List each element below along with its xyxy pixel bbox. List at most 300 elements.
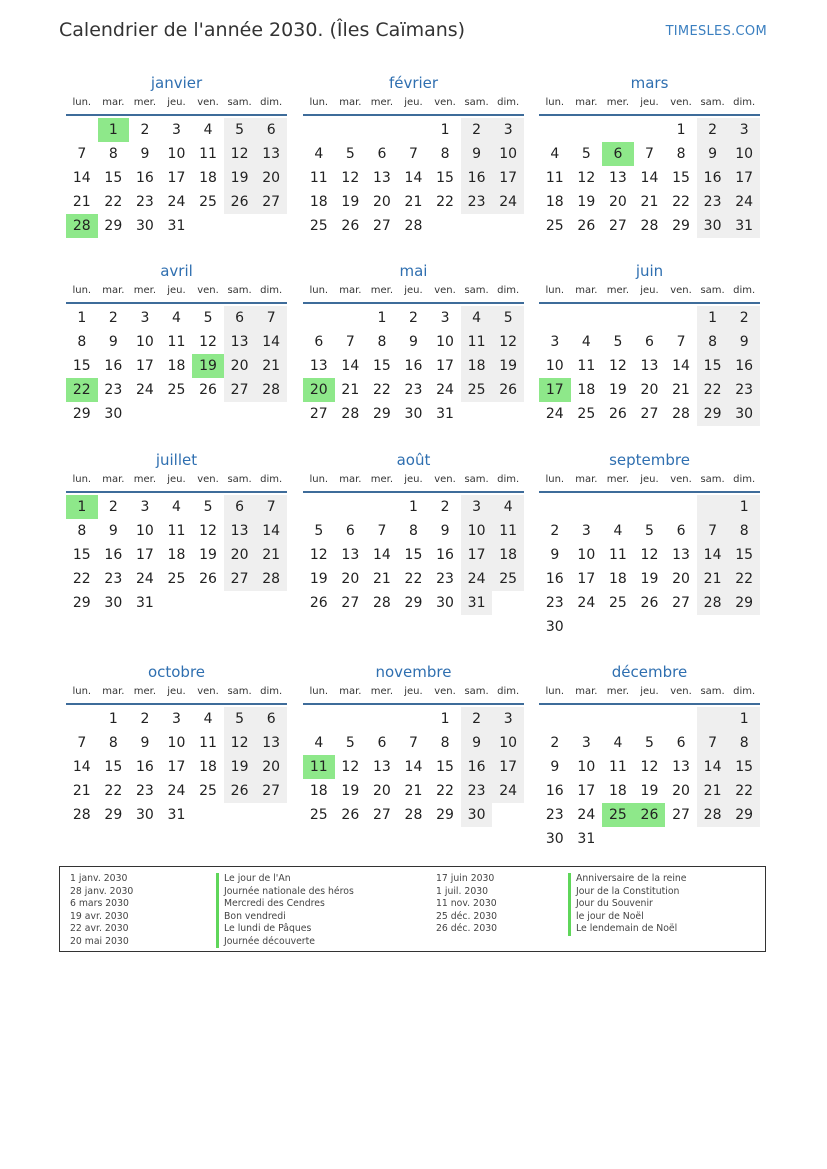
day-cell: 11	[577, 358, 596, 374]
empty-cell	[602, 306, 634, 330]
empty-cell	[697, 495, 729, 519]
weekday-label: ven.	[197, 97, 219, 108]
day-cell: 30	[697, 214, 729, 238]
holiday-date: 17 juin 2030	[436, 873, 495, 884]
month-4	[303, 261, 524, 426]
weekday-label: sam.	[227, 97, 252, 108]
month-0	[66, 73, 287, 238]
holiday-day-cell: 6	[602, 142, 634, 166]
weekday-label: mer.	[606, 686, 630, 697]
weekday-label: mar.	[575, 474, 598, 485]
day-cell: 5	[492, 306, 524, 330]
day-cell: 17	[436, 358, 454, 374]
day-cell: 15	[72, 547, 91, 563]
day-cell: 19	[199, 547, 217, 563]
day-cell: 28	[672, 406, 690, 422]
day-cell: 6	[676, 523, 686, 539]
day-cell: 4	[613, 735, 623, 751]
day-cell: 28	[640, 218, 659, 234]
day-cell: 8	[728, 731, 760, 755]
weekday-label: ven.	[670, 285, 692, 296]
weekday-label: dim.	[733, 474, 756, 485]
holiday-day-cell: 26	[634, 803, 666, 827]
day-cell: 13	[224, 330, 256, 354]
day-cell: 22	[372, 382, 391, 398]
day-cell: 18	[199, 759, 217, 775]
day-cell: 3	[461, 495, 493, 519]
weekday-label: jeu.	[404, 285, 423, 296]
day-cell: 24	[167, 783, 186, 799]
day-cell: 8	[697, 330, 729, 354]
day-cell: 9	[461, 142, 493, 166]
day-cell: 24	[545, 406, 564, 422]
day-cell: 22	[436, 783, 454, 799]
day-cell: 10	[492, 731, 524, 755]
day-cell: 11	[167, 523, 186, 539]
empty-cell	[461, 402, 493, 426]
empty-cell	[303, 707, 335, 731]
day-cell: 19	[309, 571, 328, 587]
month-name: novembre	[375, 663, 452, 681]
day-cell: 5	[645, 523, 654, 539]
weekday-label: lun.	[72, 474, 92, 485]
weekday-label: mar.	[339, 97, 362, 108]
day-cell: 4	[314, 735, 324, 751]
weekday-header	[303, 96, 524, 116]
day-cell: 3	[581, 523, 591, 539]
weekday-label: lun.	[545, 686, 565, 697]
day-cell: 24	[577, 595, 596, 611]
day-cell: 31	[436, 406, 454, 422]
day-grid	[539, 118, 760, 238]
day-cell: 7	[645, 146, 654, 162]
holiday-dates-col-1	[70, 873, 133, 948]
weekday-label: mer.	[606, 97, 630, 108]
day-cell: 9	[461, 731, 493, 755]
holiday-day-cell: 28	[66, 214, 98, 238]
day-cell: 20	[640, 382, 659, 398]
day-cell: 8	[409, 523, 418, 539]
day-cell: 20	[224, 354, 256, 378]
day-cell: 29	[436, 807, 454, 823]
weekday-label: lun.	[72, 97, 92, 108]
empty-cell	[697, 707, 729, 731]
day-cell: 18	[309, 783, 328, 799]
day-cell: 28	[404, 218, 423, 234]
day-cell: 16	[436, 547, 454, 563]
weekday-label: sam.	[464, 285, 489, 296]
day-cell: 20	[255, 755, 287, 779]
weekday-label: jeu.	[640, 285, 659, 296]
month-name: octobre	[147, 663, 206, 681]
day-cell: 26	[341, 807, 360, 823]
weekday-label: lun.	[309, 285, 329, 296]
day-cell: 21	[404, 194, 423, 210]
brand-link[interactable]: TIMESLES.COM	[665, 24, 767, 39]
day-cell: 1	[440, 122, 450, 138]
weekday-label: mar.	[575, 285, 598, 296]
day-cell: 28	[255, 567, 287, 591]
day-cell: 20	[672, 783, 690, 799]
holiday-day-cell: 11	[303, 755, 335, 779]
day-cell: 31	[167, 218, 186, 234]
weekday-label: lun.	[309, 97, 329, 108]
day-cell: 2	[440, 499, 450, 515]
day-cell: 23	[697, 190, 729, 214]
day-cell: 15	[104, 170, 123, 186]
day-cell: 6	[255, 707, 287, 731]
day-cell: 26	[341, 218, 360, 234]
day-cell: 8	[440, 146, 450, 162]
weekday-header	[66, 96, 287, 116]
day-cell: 17	[135, 547, 154, 563]
day-cell: 3	[440, 310, 450, 326]
day-cell: 14	[404, 170, 423, 186]
empty-cell	[602, 615, 634, 639]
day-cell: 13	[255, 731, 287, 755]
holiday-day-cell: 1	[98, 118, 130, 142]
weekday-header	[66, 473, 287, 493]
day-grid	[303, 306, 524, 426]
day-cell: 2	[550, 735, 560, 751]
day-cell: 14	[372, 547, 391, 563]
empty-cell	[539, 118, 571, 142]
holiday-day-cell: 17	[539, 378, 571, 402]
day-cell: 7	[676, 334, 686, 350]
day-cell: 9	[728, 330, 760, 354]
weekday-label: mar.	[339, 686, 362, 697]
day-cell: 22	[697, 378, 729, 402]
weekday-label: mar.	[339, 285, 362, 296]
day-cell: 29	[697, 402, 729, 426]
day-cell: 6	[645, 334, 654, 350]
month-name: mai	[399, 262, 428, 280]
day-cell: 12	[577, 170, 596, 186]
day-cell: 23	[135, 194, 154, 210]
day-cell: 1	[728, 707, 760, 731]
day-cell: 8	[440, 735, 450, 751]
day-cell: 6	[224, 495, 256, 519]
day-cell: 24	[167, 194, 186, 210]
day-cell: 10	[436, 334, 454, 350]
weekday-header	[303, 685, 524, 705]
weekday-label: dim.	[733, 686, 756, 697]
month-name: juillet	[155, 451, 198, 469]
day-cell: 21	[697, 779, 729, 803]
day-cell: 15	[104, 759, 123, 775]
month-name: janvier	[150, 74, 203, 92]
day-cell: 4	[203, 711, 213, 727]
day-cell: 22	[104, 783, 123, 799]
weekday-label: ven.	[670, 97, 692, 108]
weekday-header	[303, 473, 524, 493]
empty-cell	[571, 306, 603, 330]
day-cell: 4	[314, 146, 324, 162]
weekday-label: jeu.	[167, 285, 186, 296]
empty-cell	[224, 402, 256, 426]
holiday-date: 22 avr. 2030	[70, 923, 129, 934]
weekday-label: dim.	[497, 97, 520, 108]
day-cell: 26	[224, 779, 256, 803]
day-cell: 24	[436, 382, 454, 398]
day-cell: 14	[697, 755, 729, 779]
weekday-label: mar.	[102, 686, 125, 697]
day-grid	[66, 306, 287, 426]
weekday-label: mar.	[102, 285, 125, 296]
weekday-label: dim.	[497, 285, 520, 296]
day-cell: 4	[550, 146, 560, 162]
day-cell: 16	[545, 783, 564, 799]
holiday-name: Le lendemain de Noël	[568, 923, 687, 936]
weekday-header	[66, 685, 287, 705]
day-cell: 22	[728, 779, 760, 803]
day-cell: 29	[672, 218, 690, 234]
day-cell: 11	[461, 330, 493, 354]
day-cell: 5	[224, 707, 256, 731]
empty-cell	[539, 495, 571, 519]
month-5	[539, 261, 760, 426]
empty-cell	[571, 615, 603, 639]
empty-cell	[634, 118, 666, 142]
day-cell: 29	[72, 595, 91, 611]
day-cell: 9	[108, 523, 118, 539]
day-grid	[66, 495, 287, 615]
empty-cell	[728, 615, 760, 639]
day-cell: 25	[309, 218, 328, 234]
day-cell: 22	[72, 571, 91, 587]
empty-cell	[429, 214, 461, 238]
day-cell: 24	[728, 190, 760, 214]
day-cell: 16	[545, 571, 564, 587]
day-cell: 20	[372, 783, 391, 799]
day-cell: 19	[577, 194, 596, 210]
month-name: août	[396, 451, 431, 469]
day-cell: 1	[697, 306, 729, 330]
weekday-label: dim.	[497, 474, 520, 485]
day-cell: 14	[341, 358, 360, 374]
empty-cell	[303, 495, 335, 519]
day-cell: 30	[104, 595, 123, 611]
holiday-day-cell: 22	[66, 378, 98, 402]
day-cell: 22	[672, 194, 690, 210]
day-cell: 13	[224, 519, 256, 543]
holiday-name: Anniversaire de la reine	[568, 873, 687, 886]
empty-cell	[539, 707, 571, 731]
weekday-label: ven.	[197, 474, 219, 485]
empty-cell	[697, 827, 729, 851]
day-cell: 12	[224, 142, 256, 166]
weekday-label: mer.	[606, 474, 630, 485]
day-cell: 5	[581, 146, 591, 162]
holiday-name: Le lundi de Pâques	[216, 923, 354, 936]
day-cell: 17	[135, 358, 154, 374]
weekday-label: ven.	[434, 97, 456, 108]
day-cell: 12	[341, 170, 360, 186]
month-7	[303, 450, 524, 615]
day-cell: 12	[199, 334, 217, 350]
day-cell: 3	[728, 118, 760, 142]
day-cell: 20	[341, 571, 360, 587]
day-cell: 28	[697, 803, 729, 827]
holiday-date: 25 déc. 2030	[436, 910, 498, 922]
empty-cell	[571, 707, 603, 731]
day-cell: 2	[697, 118, 729, 142]
empty-cell	[634, 615, 666, 639]
day-cell: 23	[436, 571, 454, 587]
day-cell: 21	[672, 382, 690, 398]
empty-cell	[602, 707, 634, 731]
empty-cell	[665, 306, 697, 330]
day-cell: 21	[255, 543, 287, 567]
day-cell: 12	[341, 759, 360, 775]
day-cell: 28	[341, 406, 360, 422]
empty-cell	[303, 306, 335, 330]
day-cell: 5	[314, 523, 324, 539]
day-cell: 25	[199, 783, 217, 799]
weekday-label: lun.	[72, 686, 92, 697]
weekday-label: lun.	[309, 686, 329, 697]
day-cell: 10	[577, 759, 596, 775]
empty-cell	[366, 707, 398, 731]
day-cell: 14	[672, 358, 690, 374]
day-cell: 30	[404, 406, 423, 422]
holiday-date: 19 avr. 2030	[70, 910, 129, 922]
day-cell: 19	[608, 382, 627, 398]
day-cell: 27	[672, 595, 690, 611]
day-cell: 10	[135, 334, 154, 350]
day-cell: 31	[135, 595, 154, 611]
empty-cell	[634, 827, 666, 851]
weekday-header	[303, 284, 524, 304]
day-cell: 12	[309, 547, 328, 563]
day-cell: 5	[203, 310, 213, 326]
empty-cell	[192, 402, 224, 426]
day-cell: 13	[672, 547, 690, 563]
holiday-legend	[59, 866, 766, 952]
day-cell: 22	[728, 567, 760, 591]
day-cell: 20	[608, 194, 627, 210]
day-cell: 17	[728, 166, 760, 190]
empty-cell	[492, 402, 524, 426]
empty-cell	[161, 402, 193, 426]
day-cell: 18	[461, 354, 493, 378]
day-cell: 16	[404, 358, 423, 374]
day-cell: 16	[135, 170, 154, 186]
day-cell: 10	[545, 358, 564, 374]
weekday-label: ven.	[197, 285, 219, 296]
day-cell: 2	[409, 310, 418, 326]
weekday-label: mer.	[133, 97, 157, 108]
day-cell: 8	[77, 334, 87, 350]
day-cell: 24	[492, 190, 524, 214]
day-cell: 17	[492, 166, 524, 190]
weekday-label: jeu.	[167, 97, 186, 108]
weekday-label: lun.	[309, 474, 329, 485]
weekday-label: ven.	[670, 474, 692, 485]
empty-cell	[366, 118, 398, 142]
weekday-label: jeu.	[167, 686, 186, 697]
day-cell: 11	[492, 519, 524, 543]
day-cell: 18	[608, 783, 627, 799]
day-grid	[303, 118, 524, 238]
day-cell: 6	[224, 306, 256, 330]
day-cell: 24	[461, 567, 493, 591]
month-name: février	[388, 74, 439, 92]
day-cell: 24	[492, 779, 524, 803]
weekday-label: mer.	[133, 474, 157, 485]
day-cell: 13	[341, 547, 360, 563]
empty-cell	[366, 495, 398, 519]
weekday-header	[539, 685, 760, 705]
holiday-date: 28 janv. 2030	[70, 885, 134, 897]
day-cell: 20	[224, 543, 256, 567]
day-cell: 20	[372, 194, 391, 210]
page-title: Calendrier de l'année 2030. (Îles Caïmans)	[59, 19, 466, 41]
weekday-label: mer.	[606, 285, 630, 296]
day-cell: 19	[341, 194, 360, 210]
day-grid	[303, 495, 524, 615]
day-cell: 9	[140, 146, 150, 162]
day-cell: 15	[72, 358, 91, 374]
day-cell: 25	[461, 378, 493, 402]
month-11	[539, 662, 760, 851]
day-cell: 1	[77, 310, 87, 326]
month-name: septembre	[609, 451, 690, 469]
weekday-label: mer.	[370, 474, 394, 485]
weekday-label: dim.	[497, 686, 520, 697]
empty-cell	[697, 615, 729, 639]
day-cell: 16	[104, 547, 123, 563]
weekday-label: dim.	[260, 686, 283, 697]
day-cell: 10	[135, 523, 154, 539]
empty-cell	[461, 214, 493, 238]
day-cell: 3	[140, 310, 150, 326]
holiday-name: Jour de la Constitution	[568, 886, 687, 899]
weekday-label: mer.	[370, 285, 394, 296]
day-cell: 30	[728, 402, 760, 426]
day-cell: 5	[224, 118, 256, 142]
day-cell: 18	[492, 543, 524, 567]
day-cell: 15	[672, 170, 690, 186]
day-cell: 18	[199, 170, 217, 186]
day-cell: 19	[341, 783, 360, 799]
day-cell: 28	[404, 807, 423, 823]
day-grid	[66, 707, 287, 827]
day-cell: 26	[608, 406, 627, 422]
day-cell: 19	[640, 571, 659, 587]
day-cell: 12	[640, 547, 659, 563]
empty-cell	[571, 118, 603, 142]
day-grid	[539, 495, 760, 639]
day-cell: 18	[608, 571, 627, 587]
empty-cell	[602, 827, 634, 851]
day-cell: 29	[728, 591, 760, 615]
day-cell: 15	[697, 354, 729, 378]
day-cell: 20	[672, 571, 690, 587]
empty-cell	[665, 827, 697, 851]
day-cell: 14	[404, 759, 423, 775]
empty-cell	[224, 214, 256, 238]
weekday-label: sam.	[464, 686, 489, 697]
holiday-day-cell: 20	[303, 378, 335, 402]
day-cell: 21	[72, 783, 91, 799]
weekday-label: dim.	[733, 285, 756, 296]
weekday-label: jeu.	[640, 474, 659, 485]
day-cell: 1	[377, 310, 387, 326]
month-1	[303, 73, 524, 238]
day-cell: 16	[135, 759, 154, 775]
day-cell: 7	[697, 519, 729, 543]
